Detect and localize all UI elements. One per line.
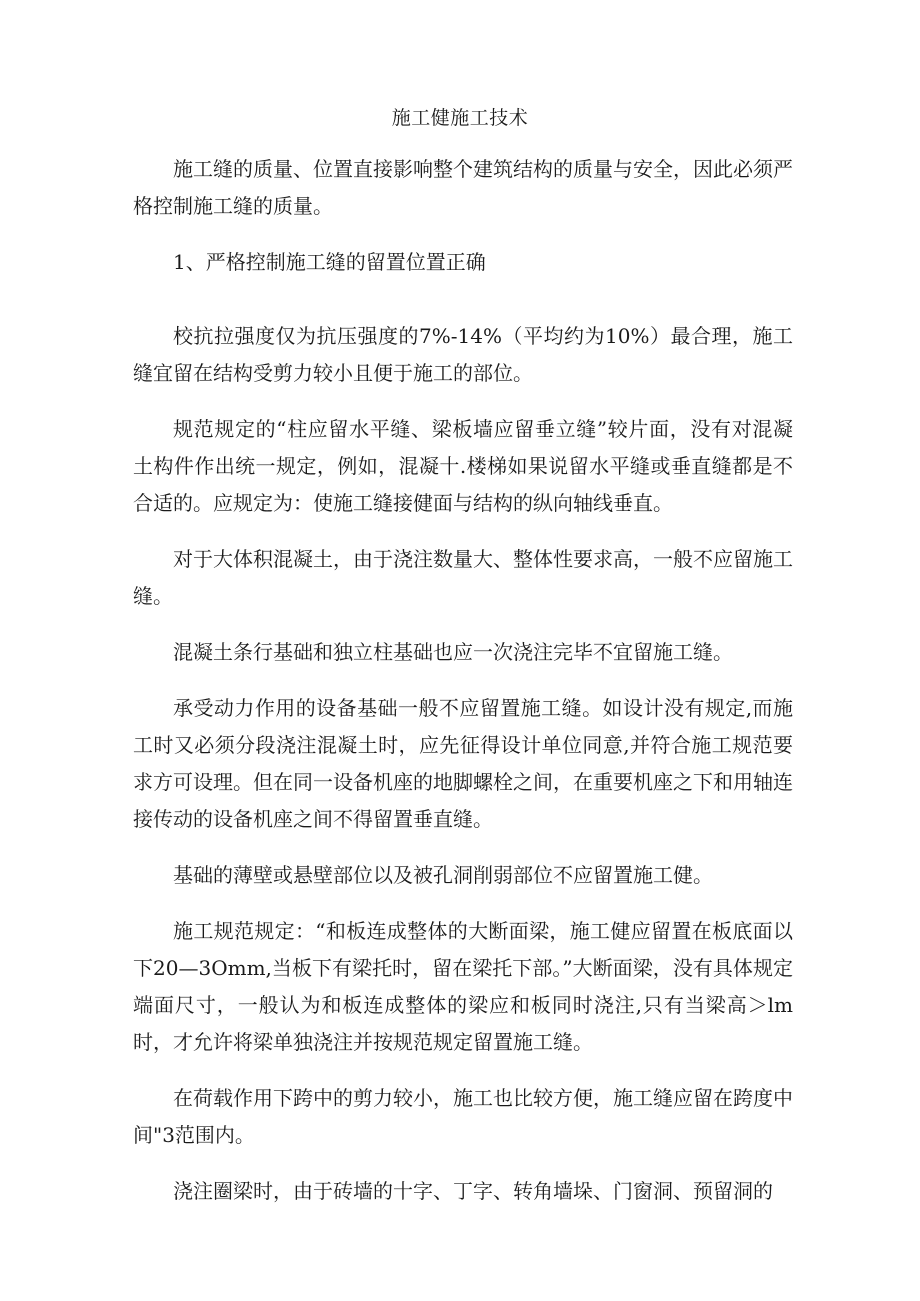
spacer <box>133 615 793 634</box>
spacer <box>133 1154 793 1173</box>
spacer <box>133 522 793 541</box>
paragraph: 施工规范规定：“和板连成整体的大断面梁，施工健应留置在板底面以下20—3Omm,当板下有梁托时，留在梁托下部。”大断面梁，没有具体规定端面尺寸，一般认为和板连成整体的梁应和板同时浇注,只有当梁高＞lm时，才允许将梁单独浇注并按规范规定留置施工缝。 <box>133 919 793 1054</box>
paragraph: 浇注圈梁时，由于砖墙的十字、丁字、转角墙垛、门窗洞、预留洞的 <box>173 1179 773 1203</box>
paragraph: 校抗拉强度仅为抗压强度的7%-14%（平均约为10%）最合理，施工缝宜留在结构受剪力较小且便于施工的部位。 <box>133 324 793 385</box>
paragraph: 对于大体积混凝土，由于浇注数量大、整体性要求高，一般不应留施工缝。 <box>133 547 793 608</box>
spacer <box>133 281 793 318</box>
paragraph: 规范规定的“柱应留水平缝、梁板墙应留垂立缝”较片面，没有对混凝土构件作出统一规定，例如，混凝十.楼梯如果说留水平缝或垂直缝都是不合适的。应规定为：使施工缝接健面与结构的纵向轴线垂直。 <box>133 417 793 515</box>
spacer <box>133 838 793 857</box>
document-title: 施工健施工技术 <box>391 107 529 129</box>
spacer <box>133 894 793 913</box>
section-heading: 1、严格控制施工缝的留置位置正确 <box>173 250 486 274</box>
paragraph: 在荷载作用下跨中的剪力较小，施工也比较方便，施工缝应留在跨度中间"3范围内。 <box>133 1086 793 1147</box>
paragraph-intro: 施工缝的质量、位置直接影响整个建筑结构的质量与安全，因此必须严格控制施工缝的质量。 <box>133 157 793 218</box>
spacer <box>133 225 793 244</box>
paragraph: 基础的薄壁或悬壁部位以及被孔洞削弱部位不应留置施工健。 <box>173 863 713 887</box>
paragraph: 承受动力作用的设备基础一般不应留置施工缝。如设计没有规定,而施工时又必须分段浇注混凝土时，应先征得设计单位同意,并符合施工规范要求方可设理。但在同一设备机座的地脚螺栓之间，在重要机座之下和用轴连接传动的设备机座之间不得留置垂直缝。 <box>133 696 793 831</box>
paragraph: 混凝土条行基础和独立柱基础也应一次浇注完毕不宜留施工缝。 <box>173 640 733 664</box>
document-body <box>133 151 793 1210</box>
spacer <box>133 671 793 690</box>
spacer <box>133 1061 793 1080</box>
spacer <box>133 392 793 411</box>
